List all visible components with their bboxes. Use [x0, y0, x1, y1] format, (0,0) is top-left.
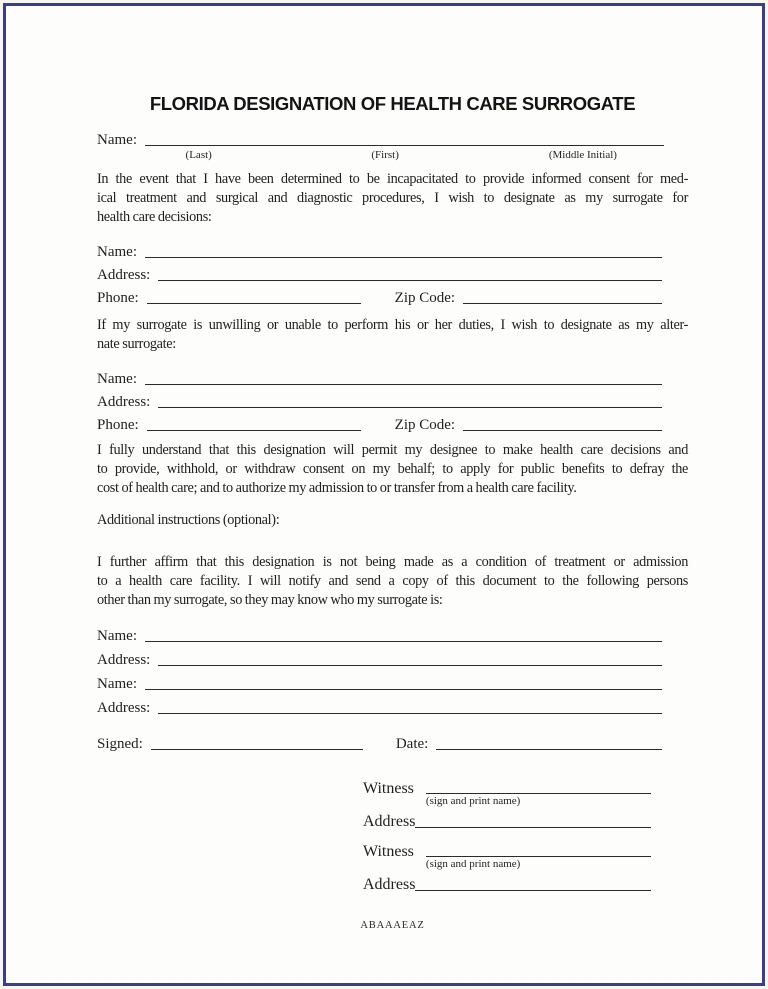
- witness1-signature-wrap: [426, 779, 651, 808]
- alternate-phone-field[interactable]: [147, 430, 361, 431]
- surrogate-zip-field[interactable]: [463, 303, 662, 304]
- notify-name2-label: Name:: [97, 676, 137, 692]
- full-name-field[interactable]: [145, 145, 664, 146]
- notify-name1-field[interactable]: [145, 641, 662, 642]
- surrogate-phone-label: Phone:: [97, 290, 139, 306]
- paragraph-line: nate surrogate:: [97, 336, 176, 352]
- notify-address2-field[interactable]: [158, 713, 662, 714]
- witness2-address-row: [363, 871, 651, 894]
- alternate-name-field[interactable]: [145, 384, 662, 385]
- witness2-row: [363, 842, 651, 871]
- alternate-block: [97, 365, 688, 434]
- notify-address2-row: [97, 693, 662, 717]
- surrogate-block: [97, 238, 688, 307]
- witness1-row: [363, 779, 651, 808]
- witness1-block: [363, 779, 651, 831]
- full-name-row: [97, 126, 664, 149]
- middle-initial-sublabel: (Middle Initial): [548, 149, 617, 161]
- intro-paragraph: [97, 170, 688, 227]
- paragraph-line: In the event that I have been determined to be incapacitated to provide informed consent for med-: [97, 171, 688, 187]
- surrogate-phone-zip-row: [97, 284, 662, 307]
- witness2-label: Witness: [363, 843, 414, 860]
- witness1-label: Witness: [363, 780, 414, 797]
- witness2-sublabel: (sign and print name): [425, 858, 521, 870]
- alternate-phone-label: Phone:: [97, 417, 139, 433]
- alternate-name-label: Name:: [97, 371, 137, 387]
- form-page: [3, 3, 765, 986]
- date-label: Date:: [395, 736, 429, 752]
- witness2-block: [363, 842, 651, 894]
- alternate-zip-label: Zip Code:: [394, 417, 456, 433]
- paragraph-line: cost of health care; and to authorize my admission to or transfer from a health care facility.: [97, 480, 577, 496]
- signed-field[interactable]: [151, 749, 363, 750]
- first-name-sublabel: (First): [371, 149, 399, 161]
- notify-name1-label: Name:: [97, 628, 137, 644]
- date-field[interactable]: [436, 749, 662, 750]
- surrogate-address-label: Address:: [97, 267, 151, 283]
- paragraph-line: to provide, withhold, or withdraw consent on my behalf; to apply for public benefits to defray the: [97, 461, 688, 477]
- notify-name1-row: [97, 621, 662, 645]
- surrogate-zip-label: Zip Code:: [394, 290, 456, 306]
- paragraph-line: ical treatment and surgical and diagnostic procedures, I wish to designate as my surrogate for: [97, 190, 688, 206]
- paragraph-line: I further affirm that this designation is not being made as a condition of treatment or admission: [97, 554, 688, 570]
- surrogate-name-field[interactable]: [145, 257, 662, 258]
- alternate-zip-field[interactable]: [463, 430, 662, 431]
- surrogate-address-field[interactable]: [158, 280, 662, 281]
- understanding-paragraph: [97, 441, 688, 498]
- witness2-signature-wrap: [426, 842, 651, 871]
- alternate-address-row: [97, 388, 662, 411]
- additional-instructions-label: Additional instructions (optional):: [97, 512, 280, 528]
- name-sublabels: [97, 149, 662, 163]
- notify-name2-field[interactable]: [145, 689, 662, 690]
- notify-address1-field[interactable]: [158, 665, 662, 666]
- form-content: [97, 94, 688, 931]
- alternate-address-label: Address:: [97, 394, 151, 410]
- surrogate-name-row: [97, 238, 662, 261]
- notify-name2-row: [97, 669, 662, 693]
- surrogate-name-label: Name:: [97, 244, 137, 260]
- witness1-signature-field[interactable]: [426, 779, 651, 794]
- alternate-phone-zip-row: [97, 411, 662, 434]
- full-name-label: Name:: [97, 132, 137, 148]
- footer-code: ABAAAEAZ: [360, 920, 425, 931]
- witness2-signature-field[interactable]: [426, 842, 651, 857]
- witness2-address-field[interactable]: [415, 890, 651, 891]
- form-title: FLORIDA DESIGNATION OF HEALTH CARE SURROGATE: [149, 93, 636, 114]
- notify-block: [97, 621, 688, 717]
- surrogate-address-row: [97, 261, 662, 284]
- signed-label: Signed:: [97, 736, 143, 752]
- surrogate-phone-field[interactable]: [147, 303, 361, 304]
- alternate-name-row: [97, 365, 662, 388]
- paragraph-line: other than my surrogate, so they may know who my surrogate is:: [97, 592, 443, 608]
- notify-address2-label: Address:: [97, 700, 151, 716]
- affirmation-paragraph: [97, 553, 688, 610]
- alternate-paragraph: [97, 316, 688, 354]
- notify-address1-label: Address:: [97, 652, 151, 668]
- witness1-address-row: [363, 808, 651, 831]
- paragraph-line: to a health care facility. I will notify and send a copy of this document to the following persons: [97, 573, 688, 589]
- notify-address1-row: [97, 645, 662, 669]
- paragraph-line: I fully understand that this designation will permit my designee to make health care decisions and: [97, 442, 688, 458]
- alternate-address-field[interactable]: [158, 407, 662, 408]
- last-name-sublabel: (Last): [185, 149, 212, 161]
- witness1-sublabel: (sign and print name): [425, 795, 521, 807]
- witness1-address-label: Address: [363, 813, 416, 830]
- paragraph-line: health care decisions:: [97, 209, 212, 225]
- witness2-address-label: Address: [363, 876, 416, 893]
- paragraph-line: If my surrogate is unwilling or unable to perform his or her duties, I wish to designate as my alter-: [97, 317, 688, 333]
- witness1-address-field[interactable]: [415, 827, 651, 828]
- signed-date-row: [97, 730, 662, 753]
